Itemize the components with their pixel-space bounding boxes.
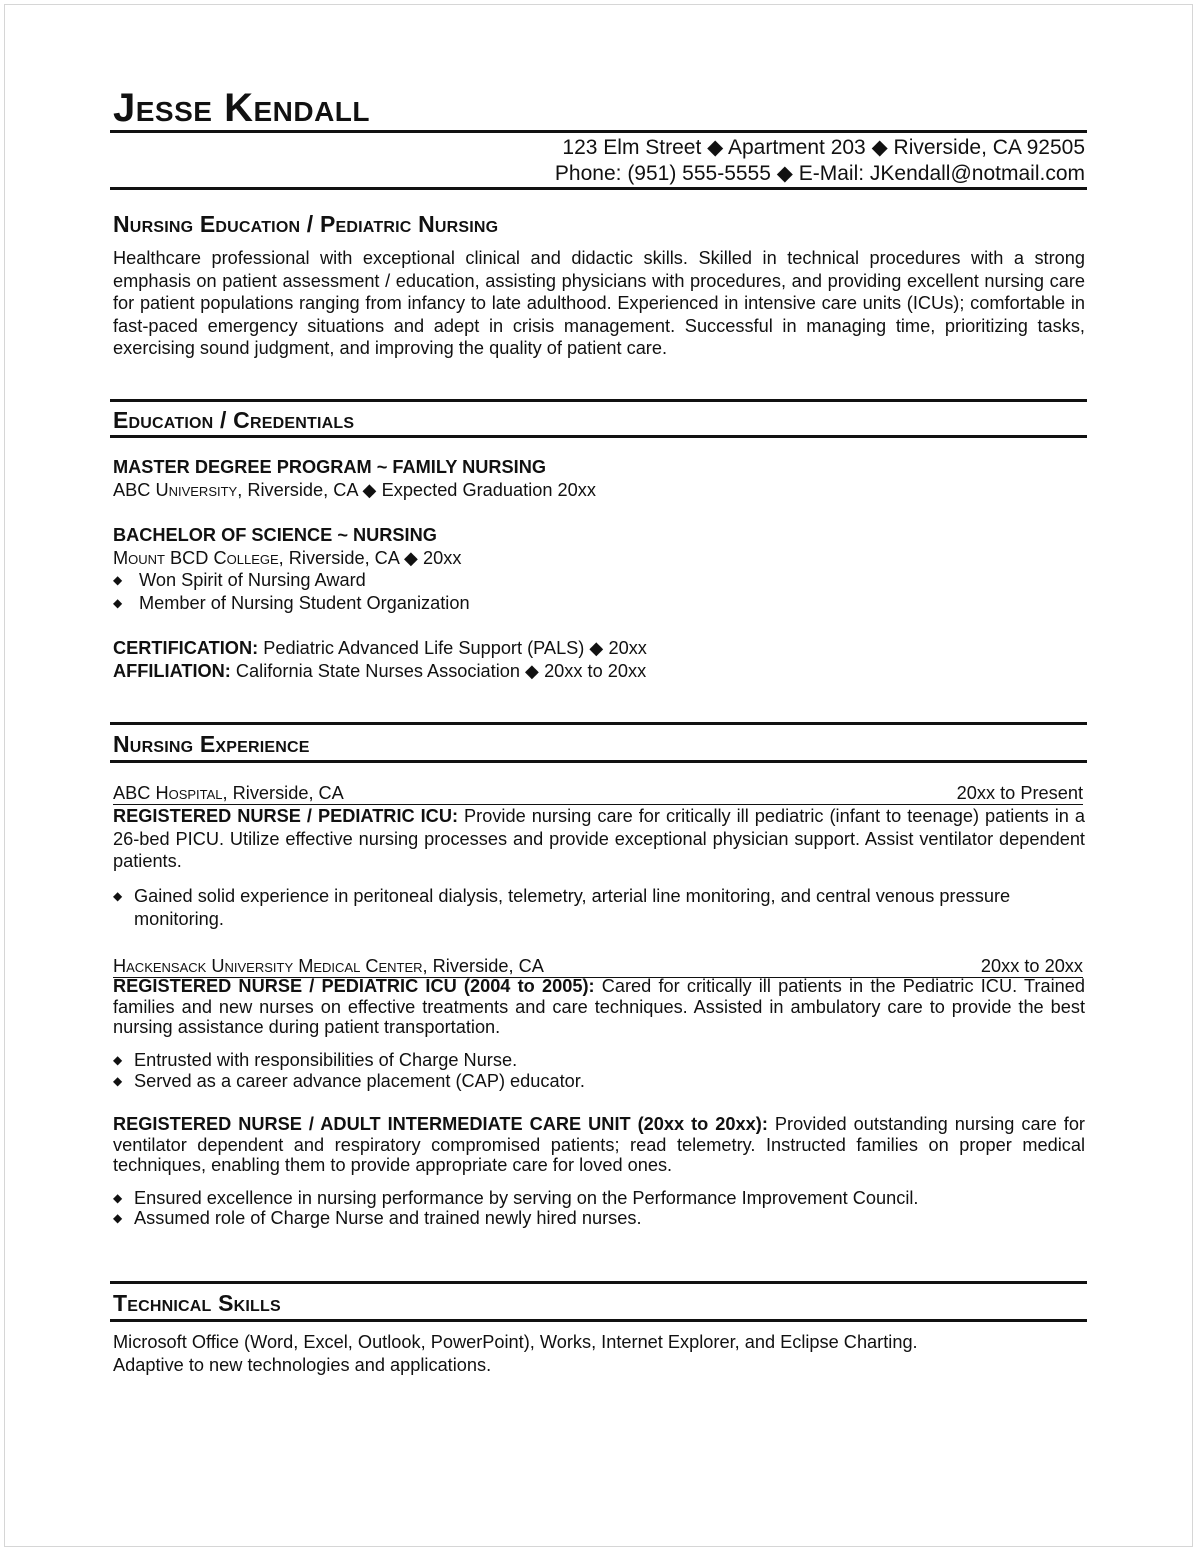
diamond-bullet-icon: ◆ [113, 596, 123, 610]
skills-title: Technical Skills [113, 1290, 281, 1316]
list-item: ◆ Served as a career advance placement (CAP) educator. [113, 1071, 585, 1091]
diamond-bullet-icon: ◆ [113, 1053, 123, 1067]
job-description: REGISTERED NURSE / PEDIATRIC ICU (2004 to 2005): Cared for critically ill patients in the Pediatric ICU. Trained families and new nurses on effective treatments and care techniques. Assisted in ambulatory care to provide the best nursing assistance during patient transportation. [113, 976, 1085, 1037]
job-description: REGISTERED NURSE / PEDIATRIC ICU: Provide nursing care for critically ill pediatric (infant to teenage) patients in a 26-bed PICU. Utilize effective nursing processes and provide exceptional physician support. Assist ventilator dependent patients. [113, 806, 1085, 872]
bachelor-degree: BACHELOR OF SCIENCE ~ NURSING [113, 525, 437, 545]
diamond-bullet-icon: ◆ [113, 889, 123, 903]
header-rule-bottom [110, 187, 1087, 190]
education-rule-bottom [110, 435, 1087, 438]
header-rule-top [110, 130, 1087, 133]
list-item: ◆ Ensured excellence in nursing performance by serving on the Performance Improvement Council. [113, 1188, 919, 1208]
bachelor-school: Mount BCD College [113, 548, 279, 568]
master-school: ABC University [113, 480, 238, 500]
diamond-bullet-icon: ◆ [113, 1074, 123, 1088]
contact-line: Phone: (951) 555-5555 ◆ E-Mail: JKendall@notmail.com [554, 162, 1085, 185]
education-title: Education / Credentials [113, 407, 355, 433]
job-description: REGISTERED NURSE / ADULT INTERMEDIATE CARE UNIT (20xx to 20xx): Provided outstanding nursing care for ventilator dependent and respiratory compromised patients; read telemetry. Instructed families on proper medical techniques, enabling them to provide appropriate care for loved ones. [113, 1114, 1085, 1175]
employer-line: Hackensack University Medical Center, Riverside, CA 20xx to 20xx [113, 956, 1083, 976]
skills-line: Microsoft Office (Word, Excel, Outlook, PowerPoint), Works, Internet Explorer, and Eclipse Charting. [113, 1332, 918, 1352]
summary-title: Nursing Education / Pediatric Nursing [113, 211, 499, 237]
list-item: ◆ Entrusted with responsibilities of Charge Nurse. [113, 1050, 518, 1070]
employer-name: Hackensack University Medical Center [113, 956, 423, 976]
master-school-line [113, 479, 596, 502]
master-details: , Riverside, CA ◆ Expected Graduation 20xx [237, 480, 596, 500]
diamond-bullet-icon: ◆ [113, 1211, 123, 1225]
education-rule-top [110, 399, 1087, 402]
summary-text: Healthcare professional with exceptional clinical and didactic skills. Skilled in technical procedures with a strong emphasis on patient assessment / education, assisting physicians with procedures, and providing excellent nursing care for patient populations ranging from infancy to late adulthood. Experienced in intensive care units (ICUs); comfortable in fast-paced emergency situations and adept in crisis management. Successful in managing time, prioritizing tasks, exercising sound judgment, and improving the quality of patient care. [113, 248, 1085, 359]
list-item: ◆ Gained solid experience in peritoneal dialysis, telemetry, arterial line monitoring, and central venous pressure monitoring. [113, 886, 1011, 929]
address-line: 123 Elm Street ◆ Apartment 203 ◆ Riverside, CA 92505 [562, 136, 1085, 159]
diamond-bullet-icon: ◆ [113, 1191, 123, 1205]
bachelor-school-line [113, 547, 461, 570]
experience-title: Nursing Experience [113, 731, 310, 757]
list-item: ◆ Won Spirit of Nursing Award [113, 570, 366, 590]
candidate-name: Jesse Kendall [113, 86, 370, 130]
skills-rule-bottom [110, 1319, 1087, 1322]
list-item: ◆ Member of Nursing Student Organization [113, 593, 470, 613]
affiliation-line: AFFILIATION: California State Nurses Association ◆ 20xx to 20xx [113, 661, 647, 681]
master-degree: MASTER DEGREE PROGRAM ~ FAMILY NURSING [113, 457, 547, 477]
list-item: ◆ Assumed role of Charge Nurse and trained newly hired nurses. [113, 1208, 642, 1228]
experience-rule-top [110, 722, 1087, 725]
employer-name: ABC Hospital [113, 783, 223, 803]
employer-line: ABC Hospital, Riverside, CA 20xx to Present [113, 783, 1083, 803]
diamond-bullet-icon: ◆ [113, 573, 123, 587]
skills-rule-top [110, 1281, 1087, 1284]
certification-line: CERTIFICATION: Pediatric Advanced Life Support (PALS) ◆ 20xx [113, 638, 647, 658]
skills-line: Adaptive to new technologies and applications. [113, 1355, 492, 1375]
employment-dates: 20xx to 20xx [980, 956, 1083, 976]
employment-dates: 20xx to Present [956, 783, 1083, 803]
experience-rule-bottom [110, 760, 1087, 763]
bachelor-details: , Riverside, CA ◆ 20xx [278, 548, 462, 568]
